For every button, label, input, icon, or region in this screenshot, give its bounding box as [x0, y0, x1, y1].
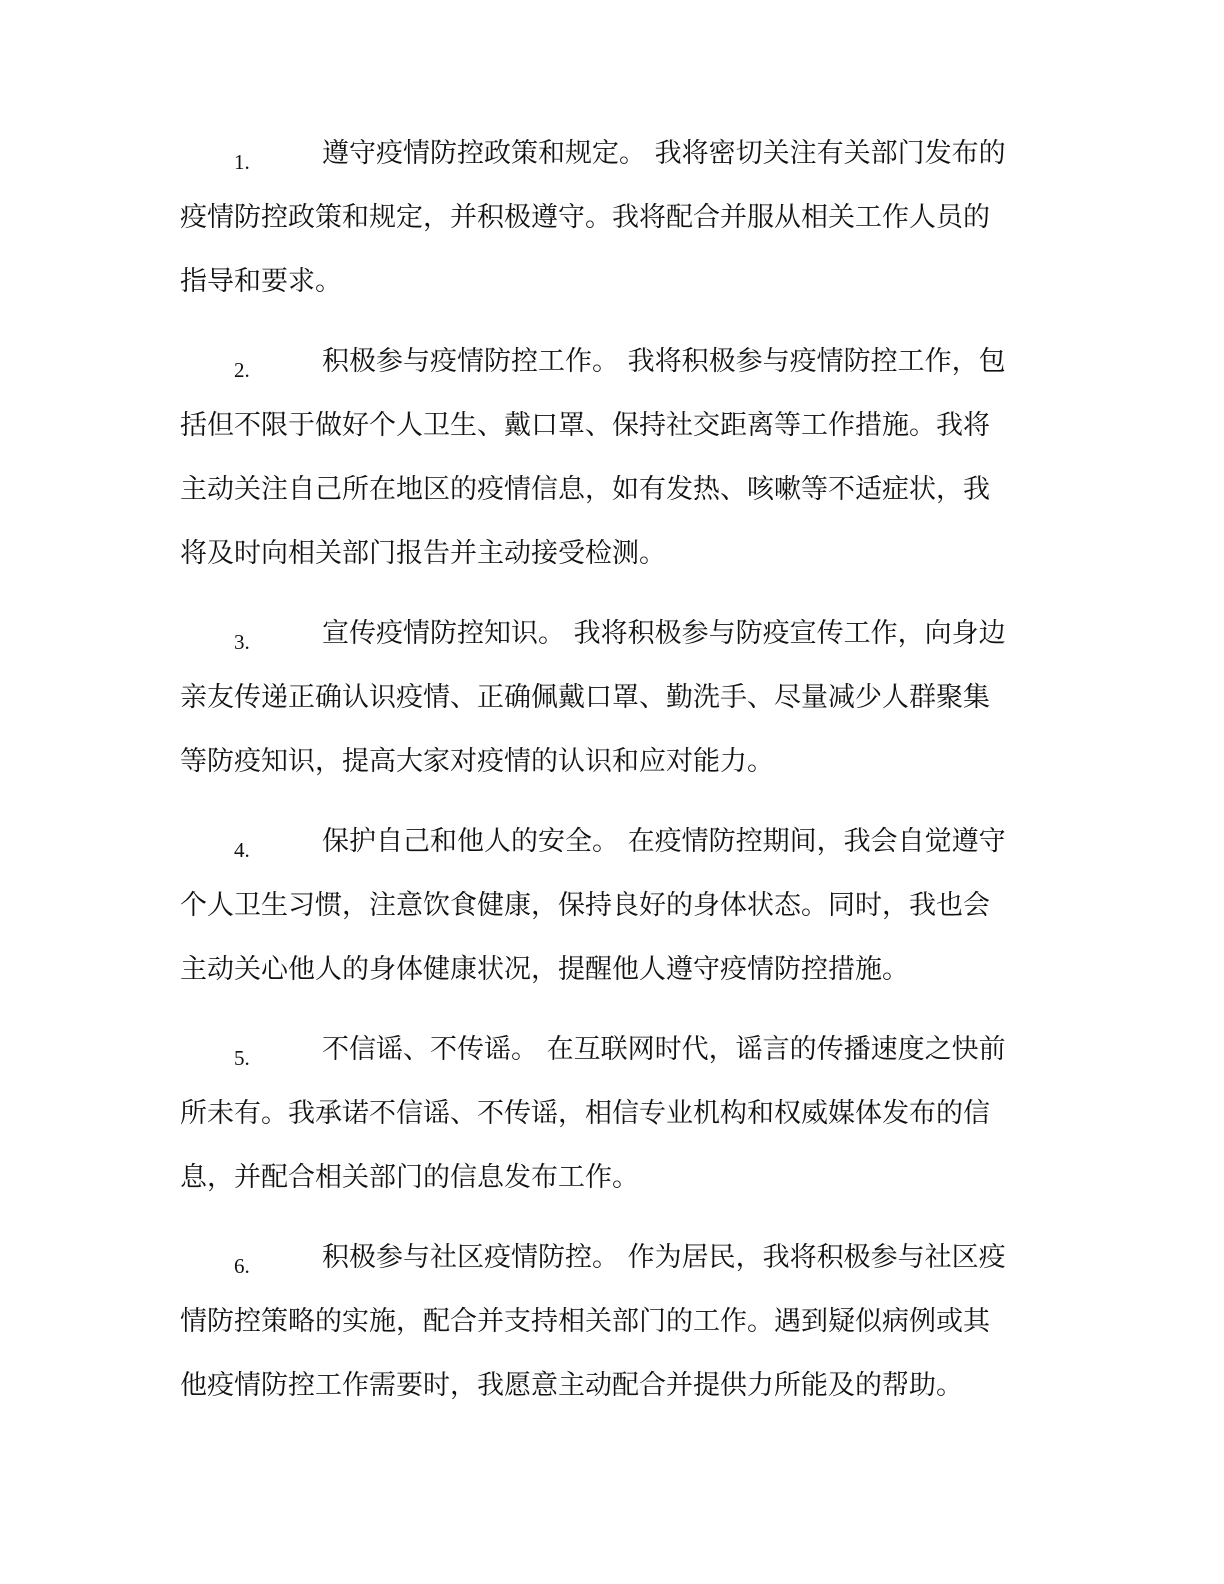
- item-first-line: [180, 1226, 1030, 1290]
- item-heading-text: 不信谣、不传谣。 在互联网时代，谣言的传播速度之快前: [322, 1034, 1006, 1065]
- item-first-line: [180, 122, 1030, 186]
- item-number: 5.: [234, 1046, 250, 1070]
- list-item: [180, 602, 1030, 794]
- item-text-line: 主动关注自己所在地区的疫情信息，如有发热、咳嗽等不适症状，我: [180, 474, 990, 505]
- item-text-line: 息，并配合相关部门的信息发布工作。: [180, 1162, 639, 1193]
- item-heading-text: 宣传疫情防控知识。 我将积极参与防疫宣传工作，向身边: [322, 618, 1006, 649]
- item-text-line: 疫情防控政策和规定，并积极遵守。我将配合并服从相关工作人员的: [180, 202, 990, 233]
- item-text-line: 将及时向相关部门报告并主动接受检测。: [180, 538, 666, 569]
- item-text-line: 情防控策略的实施，配合并支持相关部门的工作。遇到疑似病例或其: [180, 1306, 990, 1337]
- item-heading-text: 保护自己和他人的安全。 在疫情防控期间，我会自觉遵守: [322, 826, 1006, 857]
- item-text-line: 指导和要求。: [180, 266, 342, 297]
- item-number: 2.: [234, 358, 250, 382]
- item-text-line: 等防疫知识，提高大家对疫情的认识和应对能力。: [180, 746, 774, 777]
- item-text-line: 亲友传递正确认识疫情、正确佩戴口罩、勤洗手、尽量减少人群聚集: [180, 682, 990, 713]
- item-number: 1.: [234, 150, 250, 174]
- item-text-line: 个人卫生习惯，注意饮食健康，保持良好的身体状态。同时，我也会: [180, 890, 990, 921]
- item-heading-text: 遵守疫情防控政策和规定。 我将密切关注有关部门发布的: [322, 138, 1006, 169]
- list-item: [180, 810, 1030, 1002]
- list-item: [180, 330, 1030, 586]
- item-text-line: 括但不限于做好个人卫生、戴口罩、保持社交距离等工作措施。我将: [180, 410, 990, 441]
- item-heading-text: 积极参与疫情防控工作。 我将积极参与疫情防控工作，包: [322, 346, 1006, 377]
- item-number: 4.: [234, 838, 250, 862]
- item-number: 6.: [234, 1254, 250, 1278]
- item-text-line: 所未有。我承诺不信谣、不传谣，相信专业机构和权威媒体发布的信: [180, 1098, 990, 1129]
- item-first-line: [180, 330, 1030, 394]
- item-heading-text: 积极参与社区疫情防控。 作为居民，我将积极参与社区疫: [322, 1242, 1006, 1273]
- item-text-line: 他疫情防控工作需要时，我愿意主动配合并提供力所能及的帮助。: [180, 1370, 963, 1401]
- list-item: [180, 1018, 1030, 1210]
- item-text-line: 主动关心他人的身体健康状况，提醒他人遵守疫情防控措施。: [180, 954, 909, 985]
- item-first-line: [180, 810, 1030, 874]
- list-item: [180, 1226, 1030, 1418]
- item-number: 3.: [234, 630, 250, 654]
- item-first-line: [180, 1018, 1030, 1082]
- item-first-line: [180, 602, 1030, 666]
- list-item: [180, 122, 1030, 314]
